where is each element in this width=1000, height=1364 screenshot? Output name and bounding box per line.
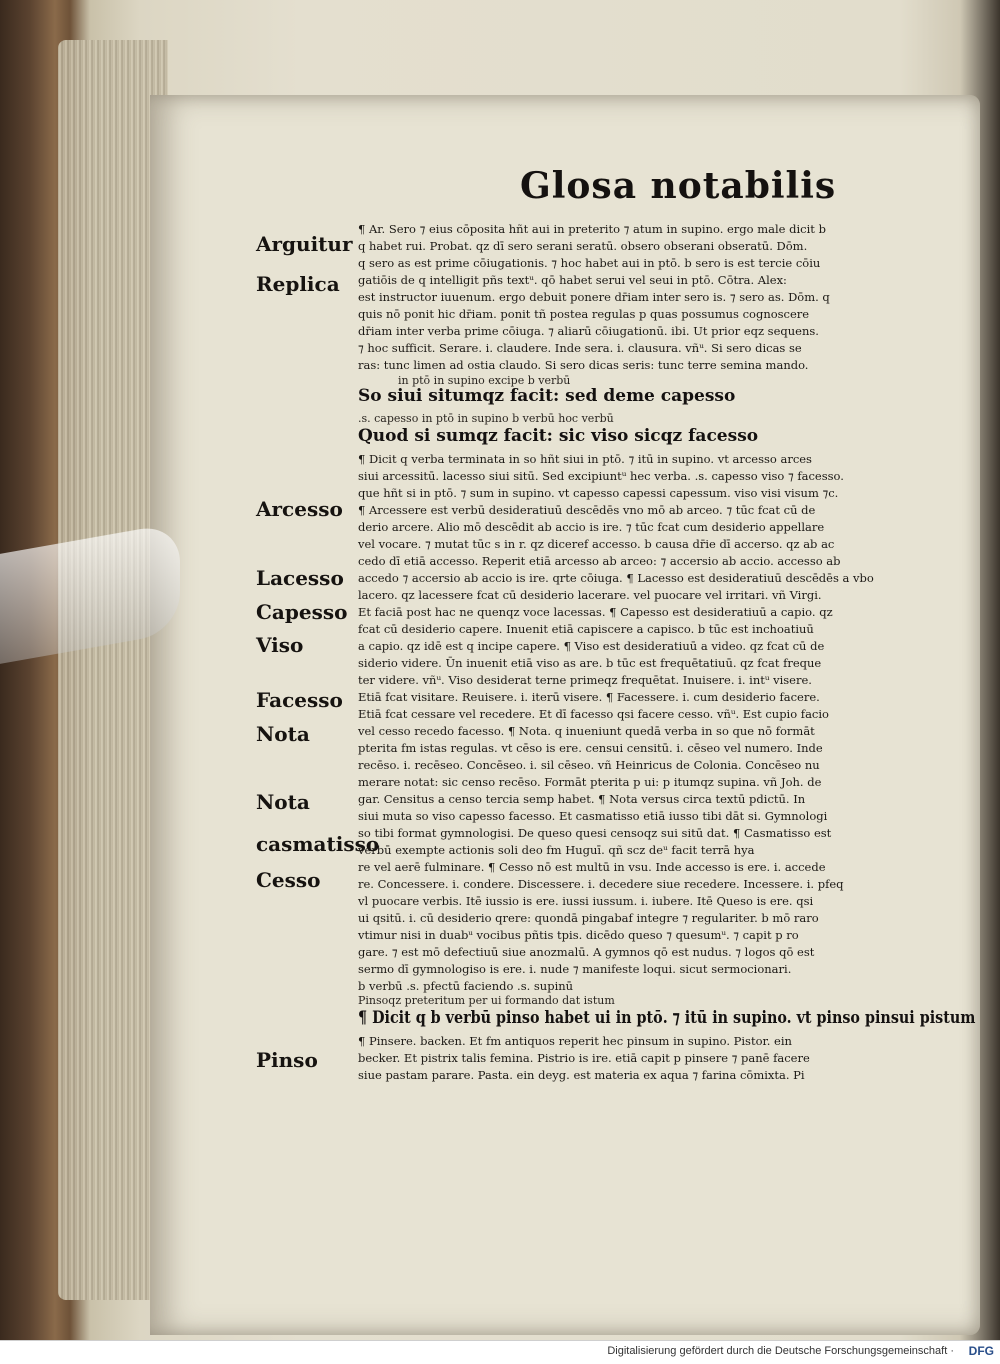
text-line: est instructor iuuenum. ergo debuit ponere dr̄iam inter sero is. ⁊ sero as. Dōm. q (358, 290, 830, 304)
margin-note-facesso: Facesso (256, 688, 343, 712)
text-line: siue pastam parare. Pasta. ein deyg. est materia ex aqua ⁊ farina cōmixta. Pi (358, 1068, 805, 1082)
text-line: fcat cū desiderio capere. Inuenit etiā capiscere a capisco. b tūc est inchoatiuū (358, 622, 814, 636)
text-line: q sero as est prime cōiugationis. ⁊ hoc habet aui in ptō. b sero is est tercie cōiu (358, 256, 821, 270)
text-line: Et faciā post hac ne quenqz voce lacessas. ¶ Capesso est desideratiuū a capio. qz (358, 605, 833, 619)
text-line: recēso. i. recēseo. Concēseo. i. sil cēseo. vñ Heinricus de Colonia. Concēseo nu (358, 758, 820, 772)
text-line: dr̄iam inter verba prime cōiuga. ⁊ aliarū cōiugationū. ibi. Ut prior eqz sequens. (358, 324, 819, 338)
verse-line: Quod si sumqz facit: sic viso sicqz facesso (358, 426, 759, 446)
text-line: siui muta so viso capesso facesso. Et casmatisso etiā iusso tibi dāt si. Gymnologi (358, 809, 828, 823)
text-line: re vel aerē fulminare. ¶ Cesso nō est multū in vsu. Inde accesso is ere. i. accede (358, 860, 826, 874)
footer-credit: Digitalisierung gefördert durch die Deutsche Forschungsgemeinschaft · (607, 1345, 954, 1357)
text-line: gare. ⁊ est mō defectiuū siue anozmalū. A gymnos qō est nudus. ⁊ logos qō est (358, 945, 815, 959)
text-line: ras: tunc limen ad ostia claudo. Si sero dicas seris: tunc terre semina mando. (358, 358, 809, 372)
interlinear-gloss: Pinsoqz preteritum per ui formando dat istum (358, 994, 615, 1007)
text-line: verbū exempte actionis soli deo fm Huguī. qñ scz deᵘ facit terrā hya (358, 843, 755, 857)
text-line: ¶ Ar. Sero ⁊ eius cōposita hñt aui in preterito ⁊ atum in supino. ergo male dicit b (358, 222, 826, 236)
text-line: ter videre. vñᵘ. Viso desiderat terne primeqz frequētat. Inuisere. i. intᵘ visere. (358, 673, 812, 687)
margin-note-nota-1: Nota (256, 722, 310, 746)
text-line: vel cesso recedo facesso. ¶ Nota. q inueniunt quedā verba in so que nō formāt (358, 724, 815, 738)
margin-note-pinso: Pinso (256, 1048, 318, 1072)
text-line: b verbū .s. pfectū faciendo .s. supinū (358, 979, 574, 993)
text-line: accedo ⁊ accersio ab accio is ire. qrte cōiuga. ¶ Lacesso est desideratiuū descēdēs a vbo (358, 571, 874, 585)
text-line: quis nō ponit hic dr̄iam. ponit tñ postea regulas p quas possumus cognoscere (358, 307, 810, 321)
text-line: re. Concessere. i. condere. Discessere. i. decedere siue recedere. Incessere. i. pfeq (358, 877, 844, 891)
interlinear-gloss: in ptō in supino excipe b verbū (398, 374, 571, 387)
text-line: ¶ Arcessere est verbū desideratiuū descēdēs vno mō ab arceo. ⁊ tūc fcat cū de (358, 503, 816, 517)
page-heading: Glosa notabilis (520, 165, 837, 207)
text-line: ¶ Pinsere. backen. Et fm antiquos reperit hec pinsum in supino. Pistor. ein (358, 1034, 792, 1048)
text-line: ui qsitū. i. cū desiderio qrere: quondā pingabaf integre ⁊ regulariter. b mō raro (358, 911, 819, 925)
text-line: Etiā fcat visitare. Reuisere. i. iterū visere. ¶ Facessere. i. cum desiderio facere. (358, 690, 820, 704)
verse-line: So siui situmqz facit: sed deme capesso (358, 386, 736, 406)
interlinear-gloss: .s. capesso in ptō in supino b verbū hoc verbū (358, 412, 614, 425)
margin-note-lacesso: Lacesso (256, 566, 344, 590)
margin-note-viso: Viso (256, 633, 304, 657)
text-line: cedo dī etiā accesso. Reperit etiā arcesso ab arceo: ⁊ accersio ab accio. accesso ab (358, 554, 841, 568)
margin-note-arguitur: Arguitur (256, 232, 353, 256)
margin-note-casmatisso: casmatisso (256, 832, 380, 856)
margin-note-nota-2: Nota (256, 790, 310, 814)
text-line: ¶ Dicit q verba terminata in so hñt siui in ptō. ⁊ itū in supino. vt arcesso arces (358, 452, 812, 466)
footer-bar (0, 1340, 1000, 1364)
margin-note-arcesso: Arcesso (256, 497, 343, 521)
text-line: lacero. qz lacessere fcat cū desiderio lacerare. vel puocare vel irritari. vñ Virgi. (358, 588, 822, 602)
text-line: a capio. qz idē est q incipe capere. ¶ Viso est desideratiuū a video. qz fcat cū de (358, 639, 825, 653)
text-line: vl puocare verbis. Itē iussio is ere. iussi iussum. i. iubere. Itē Queso is ere. qsi (358, 894, 814, 908)
text-line: so tibi format gymnologisi. De queso quesi censoqz sui sitū dat. ¶ Casmatisso est (358, 826, 832, 840)
text-line: vtimur nisi in duabᵘ vocibus pñtis tpis. dicēdo queso ⁊ quesumᵘ. ⁊ capit p ro (358, 928, 799, 942)
text-line: ⁊ hoc sufficit. Serare. i. claudere. Inde sera. i. clausura. vñᵘ. Si sero dicas se (358, 341, 802, 355)
margin-note-replica: Replica (256, 272, 340, 296)
margin-note-capesso: Capesso (256, 600, 348, 624)
text-line: gar. Censitus a censo tercia semp habet. ¶ Nota versus circa textū pdictū. In (358, 792, 806, 806)
text-line: gatiōis de q intelligit pñs textᵘ. qō habet serui vel seui in ptō. Cōtra. Alex: (358, 273, 787, 287)
text-line: becker. Et pistrix talis femina. Pistrio is ire. etiā capit p pinsere ⁊ panē facere (358, 1051, 810, 1065)
text-line: vel vocare. ⁊ mutat tūc s in r. qz diceref accesso. b causa dr̄ie dī accerso. qz ab ac (358, 537, 835, 551)
text-line: merare notat: sic censo recēso. Formāt pterita p ui: p itumqz supina. vñ Joh. de (358, 775, 822, 789)
verse-line: ¶ Dicit q b verbū pinso habet ui in ptō. ⁊ itū in supino. vt pinso pinsui pistum (358, 1008, 976, 1028)
dfg-logo: DFG (968, 1344, 994, 1358)
text-line: derio arcere. Alio mō descēdit ab accio is ire. ⁊ tūc fcat cum desiderio appellare (358, 520, 825, 534)
text-line: siui arcessitū. lacesso siui sitū. Sed excipiuntᵘ hec verba. .s. capesso viso ⁊ facesso. (358, 469, 844, 483)
text-line: q habet rui. Probat. qz dī sero serani seratū. obsero obserani obseratū. Dōm. (358, 239, 808, 253)
text-line: Etiā fcat cessare vel recedere. Et dī facesso qsi facere cesso. vñᵘ. Est cupio facio (358, 707, 829, 721)
margin-note-cesso: Cesso (256, 868, 321, 892)
text-line: sermo dī gymnologiso is ere. i. nude ⁊ manifeste loqui. sicut sermocionari. (358, 962, 792, 976)
text-line: siderio videre. Ūn inuenit etiā viso as are. b tūc est frequētatiuū. qz fcat freque (358, 656, 822, 670)
text-line: que hñt si in ptō. ⁊ sum in supino. vt capesso capessi capessum. viso visi visum ⁊c. (358, 486, 839, 500)
text-line: pterita fm istas regulas. vt cēso is ere. censui censitū. i. cēseo vel numero. Inde (358, 741, 823, 755)
